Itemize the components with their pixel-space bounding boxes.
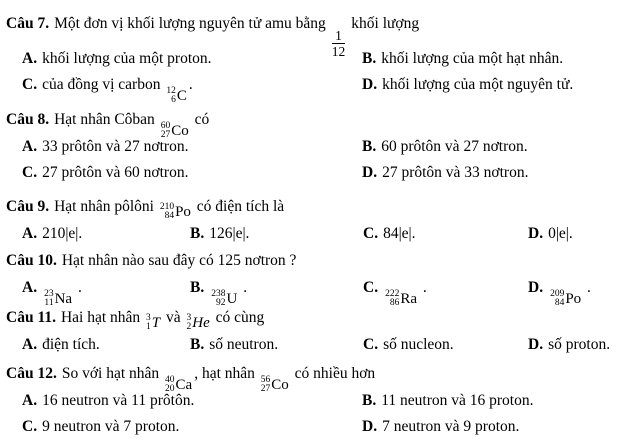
answer-option — [363, 332, 528, 358]
element-symbol: T — [151, 315, 161, 331]
answer-option — [190, 332, 363, 358]
text-run: khối lượng của một nguyên tử. — [382, 76, 574, 93]
element-symbol: Na — [54, 291, 73, 307]
nuclide-numbers — [166, 87, 176, 105]
nuclide-notation — [187, 306, 210, 340]
answer-option — [363, 221, 528, 247]
text-run: Hạt nhân pôlôni — [54, 198, 158, 215]
mass-number: 23 — [44, 289, 54, 299]
answer-option — [22, 388, 362, 414]
option-letter: B. — [362, 50, 377, 67]
options-grid — [22, 388, 623, 440]
mass-number: 209 — [550, 289, 565, 299]
atomic-number: 27 — [160, 130, 171, 140]
atomic-number: 11 — [44, 298, 54, 308]
option-letter: A. — [22, 336, 38, 353]
question-number: Câu 10. — [6, 252, 57, 269]
text-run: Hai hạt nhân — [60, 309, 145, 326]
mass-number: 3 — [146, 313, 151, 323]
options-grid — [22, 46, 623, 105]
answer-option — [22, 46, 362, 72]
answer-option — [362, 388, 623, 414]
option-letter: B. — [190, 279, 205, 296]
text-run: có cùng — [211, 309, 265, 326]
answer-option — [362, 72, 623, 98]
options-grid — [22, 221, 623, 247]
answer-option — [22, 275, 190, 308]
option-letter: D. — [528, 279, 544, 296]
option-letter: C. — [22, 164, 38, 181]
option-letter: D. — [362, 164, 378, 181]
text-run: và — [162, 309, 185, 326]
text-run: 27 prôtôn và 33 nơtron. — [382, 164, 529, 181]
option-letter: D. — [528, 225, 544, 242]
element-symbol: Po — [565, 291, 582, 307]
text-run: khối lượng của một proton. — [42, 50, 212, 67]
option-letter: B. — [362, 392, 377, 409]
text-run: 33 prôtôn và 27 nơtron. — [42, 138, 189, 155]
question-number: Câu 7. — [6, 15, 50, 32]
text-run: , hạt nhân — [194, 365, 259, 382]
option-letter: A. — [22, 392, 38, 409]
option-letter: D. — [528, 336, 544, 353]
atomic-number: 2 — [186, 322, 192, 332]
text-run: 60 prôtôn và 27 nơtron. — [381, 138, 528, 155]
text-run: số neutron. — [209, 336, 279, 353]
answer-option — [22, 72, 362, 105]
answer-option — [362, 414, 623, 440]
question-block — [6, 190, 623, 247]
element-symbol: Co — [171, 123, 189, 139]
question-number: Câu 11. — [6, 309, 56, 326]
element-symbol: Ca — [175, 377, 193, 393]
text-run: số nucleon. — [383, 336, 454, 353]
option-letter: D. — [362, 418, 378, 435]
mass-number: 210 — [159, 202, 175, 212]
answer-option — [22, 160, 362, 186]
text-run: 9 neutron và 7 proton. — [42, 418, 180, 435]
option-letter: A. — [22, 138, 38, 155]
question-block — [6, 247, 623, 308]
answer-option — [363, 275, 528, 308]
answer-option — [22, 414, 362, 440]
text-run: có nhiều hơn — [290, 365, 376, 382]
option-letter: A. — [22, 50, 38, 67]
option-letter: A. — [22, 225, 38, 242]
mass-number: 222 — [385, 289, 400, 299]
nuclide-numbers — [550, 290, 564, 308]
answer-option — [22, 134, 362, 160]
element-symbol: Po — [175, 204, 191, 220]
answer-option — [362, 46, 623, 72]
answer-option — [528, 332, 623, 358]
option-letter: C. — [22, 76, 38, 93]
nuclide-numbers — [160, 203, 174, 221]
atomic-number: 86 — [389, 298, 400, 308]
element-symbol: He — [192, 315, 210, 331]
option-letter: C. — [363, 225, 379, 242]
text-run: . — [583, 279, 591, 296]
question-number: Câu 9. — [6, 198, 50, 215]
atomic-number: 84 — [554, 298, 565, 308]
atomic-number: 84 — [164, 211, 175, 221]
text-run: Hạt nhân nào sau đây có 125 nơtron ? — [61, 252, 297, 269]
text-run: . — [239, 279, 248, 296]
question-stem — [6, 106, 623, 140]
element-symbol: Co — [271, 377, 289, 393]
text-run: 7 neutron và 9 proton. — [382, 418, 520, 435]
options-grid — [22, 134, 623, 186]
text-run: khối lượng — [351, 15, 420, 32]
options-grid — [22, 275, 623, 308]
text-run: So với hạt nhân — [61, 365, 164, 382]
atomic-number: 1 — [146, 322, 151, 332]
text-run: . — [419, 279, 427, 296]
text-run: Hạt nhân Côban — [54, 111, 159, 128]
text-run: có điện tích là — [192, 198, 285, 215]
nuclide-notation — [385, 286, 417, 312]
answer-option — [22, 332, 190, 358]
text-run: 210|e|. — [42, 225, 83, 242]
question-stem — [6, 360, 623, 394]
question-stem — [6, 247, 623, 275]
answer-option — [362, 160, 623, 186]
option-letter: B. — [362, 138, 377, 155]
nuclide-numbers — [385, 290, 399, 308]
atomic-number: 92 — [215, 298, 226, 308]
fraction-numerator: 1 — [332, 28, 345, 44]
text-run: khối lượng của một hạt nhân. — [381, 50, 564, 67]
option-letter: D. — [362, 76, 378, 93]
mass-number: 60 — [160, 121, 171, 131]
text-run: của đồng vị carbon — [42, 76, 165, 93]
answer-option — [528, 275, 623, 308]
option-letter: C. — [22, 418, 38, 435]
option-letter: B. — [190, 336, 205, 353]
nuclide-notation — [146, 306, 160, 340]
text-run: . — [188, 76, 193, 93]
option-letter: C. — [363, 279, 379, 296]
element-symbol: U — [226, 291, 238, 307]
nuclide-numbers — [146, 314, 151, 332]
text-run: có — [190, 111, 210, 128]
options-grid — [22, 332, 623, 358]
text-run: 126|e|. — [209, 225, 250, 242]
text-run: điện tích. — [42, 336, 100, 353]
question-block — [6, 2, 623, 105]
text-run: 27 prôtôn và 60 nơtron. — [42, 164, 189, 181]
answer-option — [190, 275, 363, 308]
atomic-number: 20 — [165, 384, 175, 394]
answer-option — [190, 221, 363, 247]
element-symbol: Ra — [400, 291, 417, 307]
question-block — [6, 360, 623, 440]
option-letter: A. — [22, 279, 38, 296]
mass-number: 238 — [211, 289, 226, 299]
mass-number: 40 — [165, 375, 175, 385]
answer-option — [528, 221, 623, 247]
element-symbol: C — [176, 88, 187, 104]
atomic-number: 6 — [171, 95, 176, 105]
mass-number: 12 — [166, 86, 176, 96]
question-stem — [6, 190, 623, 221]
question-number: Câu 8. — [6, 111, 50, 128]
mass-number: 3 — [186, 313, 192, 323]
fraction-denominator: 12 — [331, 44, 346, 59]
nuclide-notation — [550, 286, 581, 312]
text-run: số proton. — [548, 336, 611, 353]
text-run: 11 neutron và 16 proton. — [381, 392, 534, 409]
text-run: 0|e|. — [548, 225, 573, 242]
text-run: . — [74, 279, 82, 296]
text-run: 84|e|. — [383, 225, 416, 242]
question-block — [6, 106, 623, 186]
atomic-number: 27 — [260, 384, 271, 394]
option-letter: C. — [363, 336, 379, 353]
mass-number: 56 — [260, 375, 271, 385]
text-run: Một đơn vị khối lượng nguyên tử amu bằng — [54, 15, 326, 32]
question-number: Câu 12. — [6, 365, 57, 382]
nuclide-numbers — [187, 314, 192, 332]
answer-option — [362, 134, 623, 160]
nuclide-notation — [160, 195, 191, 229]
option-letter: B. — [190, 225, 205, 242]
text-run: 16 neutron và 11 prôtôn. — [42, 392, 195, 409]
